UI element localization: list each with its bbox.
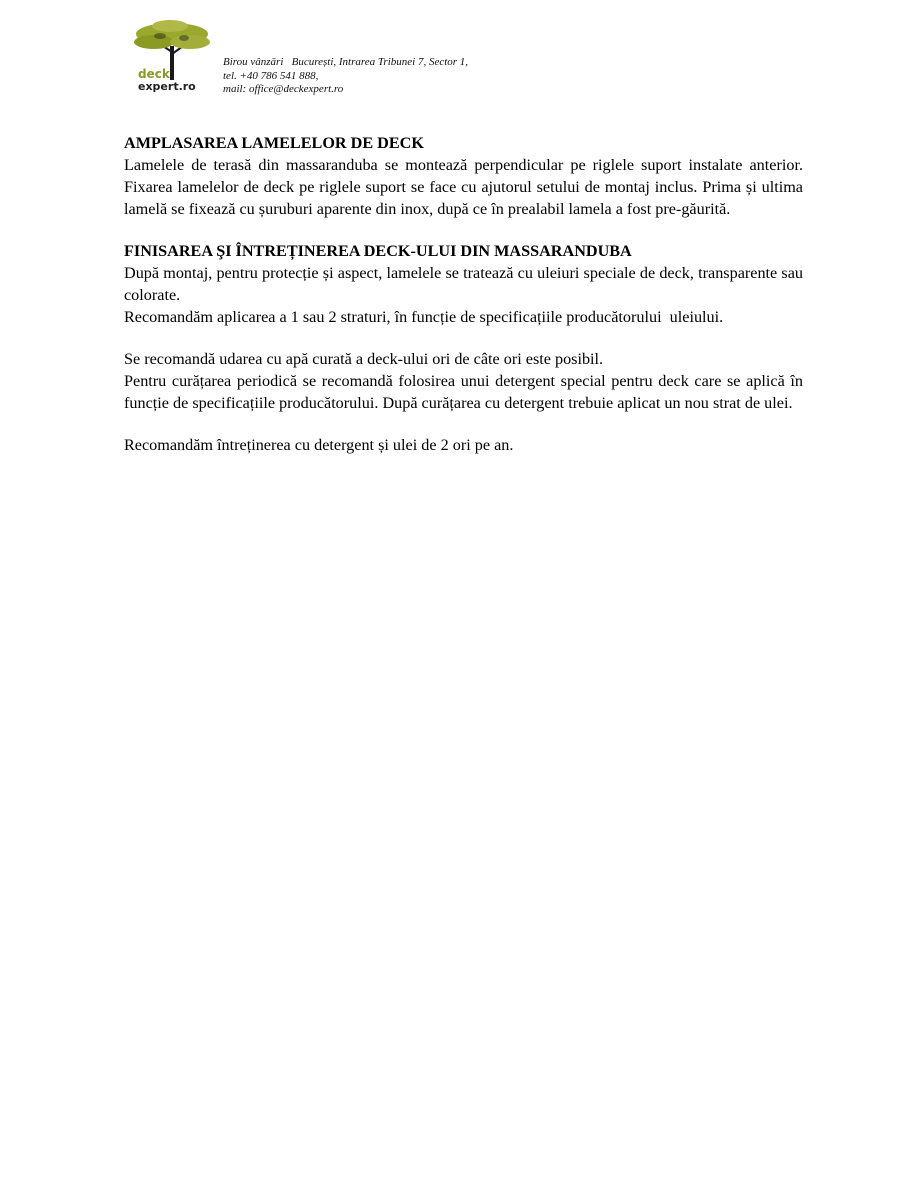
section-title: FINISAREA ŞI ÎNTREȚINEREA DECK-ULUI DIN MASSARANDUBA [124, 242, 632, 260]
email: mail: office@deckexpert.ro [223, 83, 344, 95]
contact-block [223, 56, 468, 97]
paragraph: Recomandăm aplicarea a 1 sau 2 straturi, în funcție de specificațiile producătorului uleiului. [124, 308, 724, 326]
paragraph: Pentru curățarea periodică se recomandă folosirea unui detergent special pentru deck care se aplică în funcție de specificațiile producătorului. După curățarea cu detergent trebuie aplicat un nou strat de ulei. [124, 372, 803, 412]
document-body [124, 132, 803, 456]
paragraph: Lamelele de terasă din massaranduba se montează perpendicular pe riglele suport instalate anterior. Fixarea lamelelor de deck pe riglele suport se face cu ajutorul setului de montaj inclus. Prima și ultima lamelă se fixează cu șuruburi aparente din inox, după ce în prealabil lamela a fost pre-găurită. [124, 156, 803, 218]
paragraph: Se recomandă udarea cu apă curată a deck-ului ori de câte ori este posibil. [124, 350, 604, 368]
logo-word-deck: deck [138, 67, 170, 81]
paragraph: După montaj, pentru protecție și aspect, lamelele se tratează cu uleiuri speciale de deck, transparente sau colorate. [124, 264, 803, 304]
paragraph: Recomandăm întreținerea cu detergent și ulei de 2 ori pe an. [124, 436, 514, 454]
address: Birou vânzări București, Intrarea Tribunei 7, Sector 1, [223, 56, 469, 68]
section-title: AMPLASAREA LAMELELOR DE DECK [124, 134, 424, 152]
deckexpert-logo [130, 18, 214, 96]
phone: tel. +40 786 541 888, [223, 69, 319, 82]
logo-word-expert: expert.ro [138, 80, 196, 93]
